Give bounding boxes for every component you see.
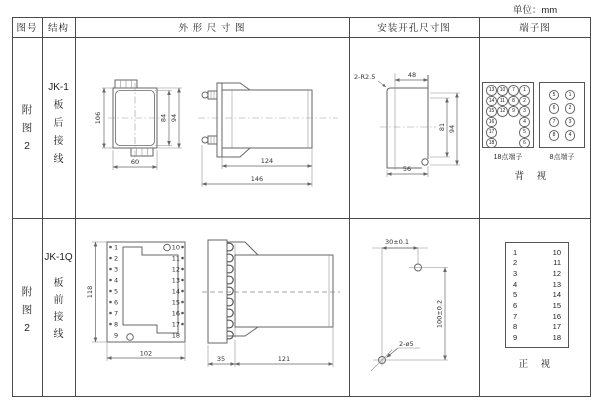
- terminal-list-grid: [506, 243, 568, 347]
- terminal-cell: 12: [497, 106, 508, 117]
- table-border-left: [12, 17, 13, 397]
- front-view-label: 正 视: [518, 359, 556, 370]
- jk1q-front-view-drawing: [88, 235, 200, 370]
- terminal-cell: 8: [508, 96, 519, 107]
- relay-side-outline: [198, 83, 338, 157]
- structure-char: 接: [53, 136, 64, 147]
- terminal-cell: 6: [549, 103, 560, 114]
- structure-model: JK-1: [48, 82, 69, 93]
- terminal-number: 8: [114, 320, 119, 329]
- col-line-2: [75, 17, 76, 397]
- terminal-number: 7: [114, 309, 119, 318]
- terminal-8pt-caption: 8点端子: [549, 154, 575, 161]
- terminal-cell: [498, 118, 507, 127]
- table-border-bottom: [12, 396, 591, 397]
- terminal-cell: 17: [486, 127, 497, 138]
- terminal-cell: 8: [549, 130, 560, 141]
- terminal-cell: 2: [565, 103, 576, 114]
- terminal-number: 5: [114, 287, 119, 296]
- terminal-cell: [498, 139, 507, 148]
- dimension-118: [86, 242, 107, 342]
- dimension-35: [208, 340, 235, 367]
- terminal-number: 3: [114, 265, 119, 274]
- structure-char: 接: [53, 312, 64, 323]
- left-terminal-numbers: [114, 244, 118, 340]
- hole-diameter-label: 2-ø5: [399, 340, 414, 348]
- dimension-100: [436, 268, 446, 361]
- dim-label: 94: [170, 113, 178, 123]
- dimension-81: [430, 98, 450, 157]
- row-separator: [12, 218, 591, 219]
- terminal-number: 4: [114, 276, 119, 285]
- jk1q-side-view-drawing: [200, 235, 345, 370]
- cutout-outline: [380, 73, 436, 170]
- terminal-cell: [509, 118, 518, 127]
- terminal-cell: 14: [486, 96, 497, 107]
- terminal-cell: 15: [486, 106, 497, 117]
- terminal-cell: 4: [513, 279, 518, 289]
- dim-label: 124: [260, 157, 274, 165]
- header-outline-dimensions: 外 形 尺 寸 图: [178, 23, 246, 34]
- terminal-cell: 11: [497, 96, 508, 107]
- terminal-cell: 5: [519, 127, 530, 138]
- structure-char: 板: [53, 100, 64, 111]
- terminal-cell: 9: [513, 333, 518, 343]
- jk1q-mounting-holes-drawing: [355, 235, 470, 375]
- terminal-cell: 5: [549, 90, 560, 101]
- terminal-cell: 12: [552, 269, 561, 279]
- terminal-number: 15: [171, 298, 180, 307]
- dim-label: 100±0.2: [435, 299, 444, 329]
- terminal-cell: 3: [513, 269, 518, 279]
- structure-char: 线: [53, 154, 64, 165]
- terminal-number: 2: [114, 254, 119, 263]
- rear-view-label: 背 视: [514, 171, 552, 182]
- terminal-number: 1: [114, 243, 119, 252]
- structure-model: JK-1Q: [44, 252, 73, 263]
- terminal-cell: 7: [508, 85, 519, 96]
- terminal-cell: 2: [513, 258, 518, 268]
- terminal-cell: 1: [565, 90, 576, 101]
- terminal-number: 13: [171, 276, 180, 285]
- dim-label: 48: [407, 71, 417, 79]
- terminal-cell: [509, 139, 518, 148]
- col-line-3: [349, 17, 350, 397]
- terminal-cell: 15: [552, 301, 561, 311]
- dim-label: 146: [250, 175, 264, 183]
- dimension-48: [395, 71, 428, 80]
- terminal-cell: 4: [565, 130, 576, 141]
- dim-label: 60: [130, 158, 140, 166]
- terminal-cell: 3: [565, 117, 576, 128]
- terminal-cell: 5: [513, 290, 518, 300]
- terminal-cell: 9: [508, 106, 519, 117]
- table-border-right: [590, 17, 591, 397]
- terminal-cell: 10: [552, 247, 561, 257]
- dimension-124: [222, 148, 312, 169]
- terminal-number: 17: [171, 320, 180, 329]
- corner-radius-label: 2-R2.5: [354, 73, 376, 81]
- terminal-number: 18: [171, 331, 180, 340]
- terminal-cell: 14: [552, 290, 561, 300]
- terminal-cell: 7: [513, 311, 518, 321]
- dim-label: 121: [277, 355, 291, 363]
- structure-char: 前: [53, 295, 64, 306]
- jk1-mounting-cutout-drawing: [352, 60, 474, 185]
- relay-front-outline: [108, 80, 162, 161]
- fig-char: 图: [21, 304, 33, 316]
- terminal-cell: 16: [552, 311, 561, 321]
- dimension-102: [107, 343, 185, 361]
- dim-label: 84: [159, 113, 168, 123]
- relay-side-outline: [202, 240, 340, 343]
- row1-structure: [42, 79, 75, 169]
- row2-figure-number: [12, 283, 42, 337]
- terminal-number: 12: [171, 265, 180, 274]
- fig-char: 2: [24, 322, 30, 334]
- row2-structure: [42, 249, 75, 343]
- terminal-number: 16: [171, 309, 180, 318]
- header-mounting-holes: 安装开孔尺寸图: [377, 23, 451, 34]
- fig-char: 图: [21, 122, 33, 134]
- terminal-cell: 13: [552, 279, 561, 289]
- right-terminal-numbers: [172, 244, 180, 340]
- terminal-18pt-caption: 18点端子: [493, 154, 523, 161]
- terminal-cell: 8: [513, 322, 518, 332]
- terminal-list-box: [505, 242, 569, 348]
- dim-label: 94: [448, 124, 456, 134]
- dim-label: 56: [402, 165, 412, 173]
- terminal-cell: 16: [486, 117, 497, 128]
- terminal-18pt-box: [482, 82, 534, 148]
- structure-char: 后: [53, 118, 64, 129]
- dim-label: 35: [216, 355, 226, 363]
- terminal-cell: 1: [519, 85, 530, 96]
- terminal-8pt-box: [539, 82, 585, 148]
- dim-label: 30±0.1: [384, 238, 410, 246]
- terminal-number: 6: [114, 298, 119, 307]
- terminal-cell: 11: [553, 258, 561, 268]
- structure-char: 板: [53, 278, 64, 289]
- jk1-side-view-drawing: [198, 65, 343, 190]
- terminal-18pt-grid: [483, 83, 533, 147]
- row1-figure-number: [12, 101, 42, 155]
- terminal-cell: 2: [519, 96, 530, 107]
- corner-radius-callout: [354, 73, 386, 87]
- terminal-number: 10: [171, 243, 180, 252]
- terminal-cell: 1: [513, 247, 518, 257]
- terminal-cell: 6: [519, 138, 530, 149]
- header-structure: 结构: [47, 23, 69, 34]
- unit-note: 单位：mm: [512, 4, 558, 16]
- terminal-cell: 6: [513, 301, 518, 311]
- terminal-8pt-grid: [540, 83, 584, 147]
- dim-label: 106: [94, 111, 102, 125]
- fig-char: 2: [24, 140, 30, 152]
- terminal-cell: 18: [486, 138, 497, 149]
- dim-label: 102: [139, 349, 153, 358]
- terminal-cell: 18: [552, 333, 561, 343]
- terminal-cell: 13: [486, 85, 497, 96]
- terminal-cell: 3: [519, 106, 530, 117]
- terminal-cell: 7: [549, 117, 560, 128]
- terminal-cell: 4: [519, 117, 530, 128]
- terminal-number: 14: [171, 287, 180, 296]
- header-separator: [12, 37, 591, 38]
- dim-label: 118: [86, 285, 94, 299]
- terminal-cell: 17: [552, 322, 561, 332]
- header-terminal-diagram: 端子图: [519, 23, 551, 34]
- header-figure-number: 图号: [16, 23, 38, 34]
- fig-char: 附: [21, 286, 33, 298]
- dimension-56: [387, 165, 428, 177]
- fig-char: 附: [21, 104, 33, 116]
- dim-label: 81: [438, 122, 446, 132]
- terminal-cell: [509, 128, 518, 137]
- col-line-4: [479, 17, 480, 397]
- jk1-front-view-drawing: [95, 72, 195, 177]
- terminal-number: 9: [114, 331, 119, 340]
- terminal-cell: [498, 128, 507, 137]
- terminal-number: 11: [171, 254, 180, 263]
- hole-diameter-callout: [387, 340, 421, 358]
- terminal-cell: 10: [497, 85, 508, 96]
- structure-char: 线: [53, 329, 64, 340]
